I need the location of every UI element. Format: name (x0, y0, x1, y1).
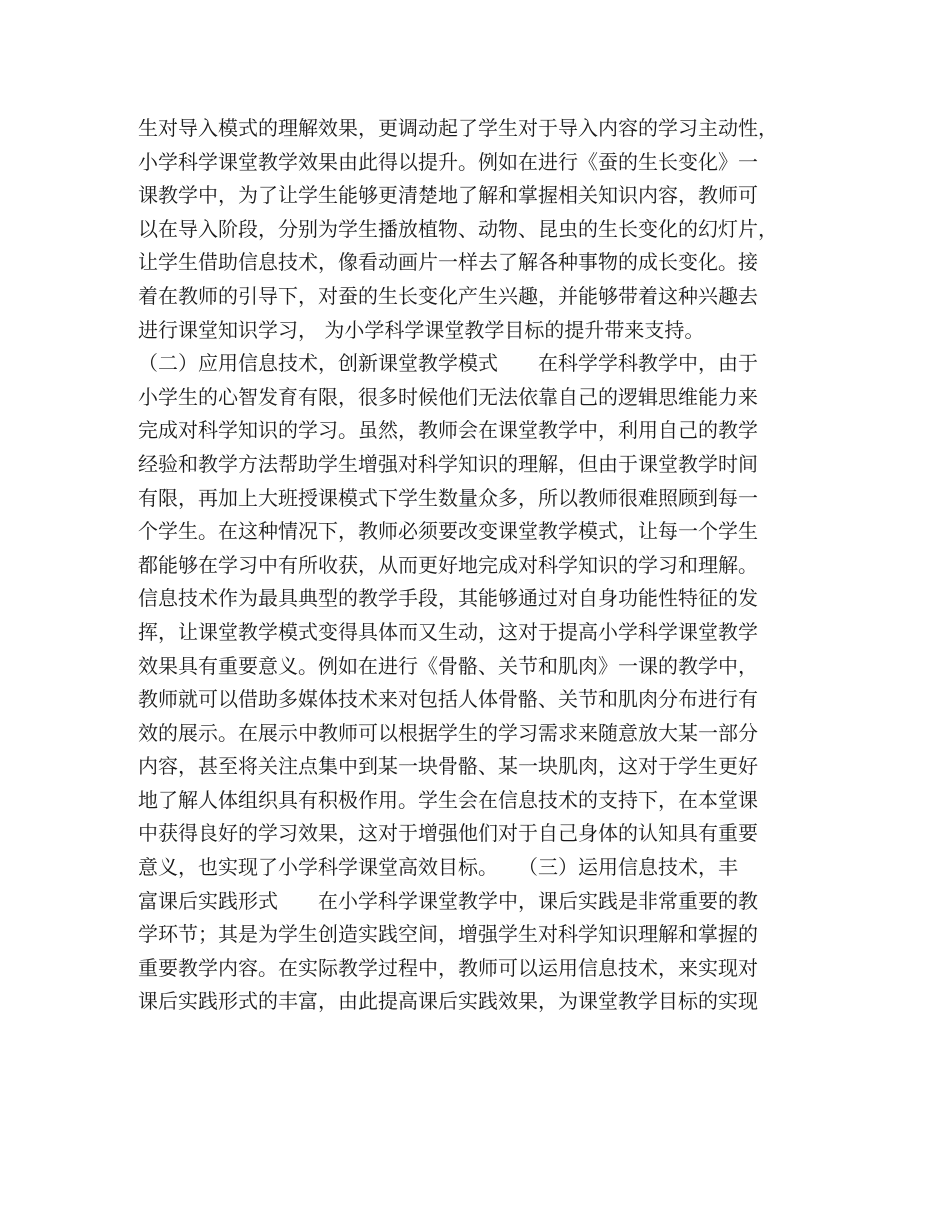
text-line: 教师就可以借助多媒体技术来对包括人体骨骼、关节和肌肉分布进行有 (138, 687, 758, 712)
text-line: （二）应用信息技术，创新课堂教学模式 在科学学科教学中，由于 (138, 351, 758, 376)
text-line: 着在教师的引导下，对蚕的生长变化产生兴趣，并能够带着这种兴趣去 (138, 283, 758, 308)
text-line: 经验和教学方法帮助学生增强对科学知识的理解，但由于课堂教学时间 (138, 451, 758, 476)
text-line: 学环节；其是为学生创造实践空间，增强学生对科学知识理解和掌握的 (138, 922, 758, 947)
text-line: 挥，让课堂教学模式变得具体而又生动，这对于提高小学科学课堂教学 (138, 619, 758, 644)
text-line: 生对导入模式的理解效果，更调动起了学生对于导入内容的学习主动性， (138, 116, 778, 140)
text-line: 让学生借助信息技术，像看动画片一样去了解各种事物的成长变化。接 (138, 250, 758, 275)
text-line: 富课后实践形式 在小学科学课堂教学中，课后实践是非常重要的教 (138, 888, 758, 913)
body-text (138, 112, 818, 1019)
text-line: 小学生的心智发育有限，很多时候他们无法依靠自己的逻辑思维能力来 (138, 384, 758, 409)
text-line: 地了解人体组织具有积极作用。学生会在信息技术的支持下，在本堂课 (138, 787, 758, 812)
text-line: 效果具有重要意义。例如在进行《骨骼、关节和肌肉》一课的教学中， (138, 653, 758, 678)
text-line: 有限，再加上大班授课模式下学生数量众多，所以教师很难照顾到每一 (138, 485, 758, 510)
text-line: 以在导入阶段，分别为学生播放植物、动物、昆虫的生长变化的幻灯片， (138, 216, 778, 241)
text-line: 信息技术作为最具典型的教学手段，其能够通过对自身功能性特征的发 (138, 586, 758, 611)
text-line: 效的展示。在展示中教师可以根据学生的学习需求来随意放大某一部分 (138, 720, 758, 745)
text-line: 进行课堂知识学习， 为小学科学课堂教学目标的提升带来支持。 (138, 317, 705, 342)
text-line: 完成对科学知识的学习。虽然，教师会在课堂教学中，利用自己的教学 (138, 418, 758, 443)
text-line: 重要教学内容。在实际教学过程中，教师可以运用信息技术，来实现对 (138, 955, 758, 980)
text-line: 课后实践形式的丰富，由此提高课后实践效果，为课堂教学目标的实现 (138, 989, 758, 1014)
text-line: 中获得良好的学习效果，这对于增强他们对于自己身体的认知具有重要 (138, 821, 758, 846)
text-line: 课教学中，为了让学生能够更清楚地了解和掌握相关知识内容，教师可 (138, 183, 758, 208)
text-line: 小学科学课堂教学效果由此得以提升。例如在进行《蚕的生长变化》一 (138, 149, 758, 174)
text-line: 都能够在学习中有所收获，从而更好地完成对科学知识的学习和理解。 (138, 552, 758, 577)
text-line: 意义，也实现了小学科学课堂高效目标。 （三）运用信息技术，丰 (138, 855, 738, 880)
text-line: 内容，甚至将关注点集中到某一块骨骼、某一块肌肉，这对于学生更好 (138, 754, 758, 779)
text-line: 个学生。在这种情况下，教师必须要改变课堂教学模式，让每一个学生 (138, 519, 758, 544)
